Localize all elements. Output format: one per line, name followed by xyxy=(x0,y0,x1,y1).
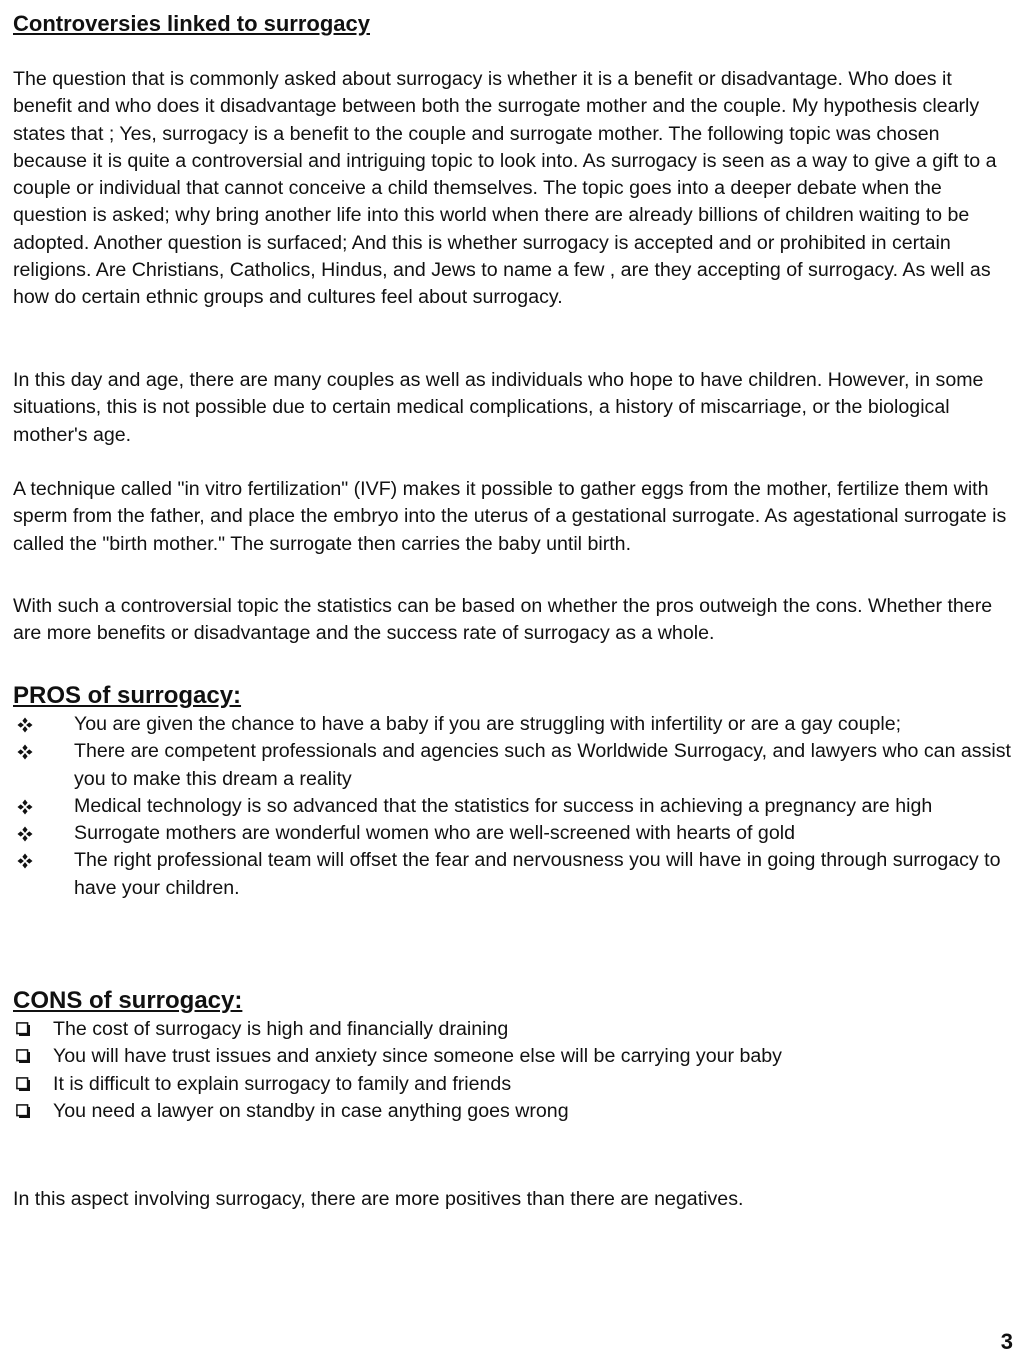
shadowed-square-icon xyxy=(16,1049,31,1064)
pros-item-text: Medical technology is so advanced that the statistics for success in achieving a pregnancy are high xyxy=(74,794,933,817)
four-diamond-icon xyxy=(17,799,33,815)
pros-item-text: There are competent professionals and agencies such as Worldwide Surrogacy, and lawyers who can assist you to make this dream a reality xyxy=(74,740,1011,790)
pros-item-text: You are given the chance to have a baby if you are struggling with infertility or are a gay couple; xyxy=(74,713,902,735)
cons-item-text: You will have trust issues and anxiety since someone else will be carrying your baby xyxy=(53,1045,782,1068)
pros-list xyxy=(13,711,1011,902)
list-item xyxy=(13,793,1011,820)
intro-paragraph: The question that is commonly asked about surrogacy is whether it is a benefit or disadvantage. Who does it benefit and who does it disadvantage between both the surrogate mother and the couple. My hypothesis clearly states that ; Yes, surrogacy is a benefit to the couple and surrogate mother. The following topic was chosen because it is quite a controversial and intriguing topic to look into. As surrogacy is seen as a way to give a gift to a couple or individual that cannot conceive a child themselves. The topic goes into a deeper debate when the question is asked; why bring another life into this world when there are already billions of children waiting to be adopted. Another question is surfaced; And this is whether surrogacy is accepted and or prohibited in certain religions. Are Christians, Catholics, Hindus, and Jews to name a few , are they accepting of surrogacy. As well as how do certain ethnic groups and cultures feel about surrogacy. xyxy=(13,68,997,309)
shadowed-square-icon xyxy=(16,1104,31,1119)
cons-item-text: You need a lawyer on standby in case anything goes wrong xyxy=(53,1099,569,1122)
page-number: 3 xyxy=(1000,1329,1013,1354)
list-item xyxy=(13,847,1011,902)
four-diamond-icon xyxy=(17,826,33,842)
list-item xyxy=(13,820,1011,847)
list-item xyxy=(13,1071,1011,1098)
pros-item-text: The right professional team will offset the fear and nervousness you will have in going through surrogacy to have your children. xyxy=(74,849,1001,899)
list-item xyxy=(13,1098,1011,1125)
list-item xyxy=(13,738,1011,793)
pros-heading: PROS of surrogacy: xyxy=(13,682,242,709)
cons-item-text: It is difficult to explain surrogacy to family and friends xyxy=(53,1072,512,1095)
shadowed-square-icon xyxy=(16,1022,31,1037)
cons-heading: CONS of surrogacy: xyxy=(13,987,243,1014)
document-page xyxy=(13,0,1011,1365)
shadowed-square-icon xyxy=(16,1077,31,1092)
page-title: Controversies linked to surrogacy xyxy=(13,11,370,36)
conclusion-paragraph: In this aspect involving surrogacy, there are more positives than there are negatives. xyxy=(13,1188,744,1210)
pros-item-text: Surrogate mothers are wonderful women who are well-screened with hearts of gold xyxy=(74,822,795,845)
list-item xyxy=(13,1043,1011,1070)
four-diamond-icon xyxy=(17,853,33,869)
four-diamond-icon xyxy=(17,717,33,733)
context-paragraph: In this day and age, there are many couples as well as individuals who hope to have children. However, in some situations, this is not possible due to certain medical complications, a history of miscarriage, or the biological mother's age. xyxy=(13,369,984,446)
four-diamond-icon xyxy=(17,744,33,760)
ivf-paragraph: A technique called "in vitro fertilization" (IVF) makes it possible to gather eggs from the mother, fertilize them with sperm from the father, and place the embryo into the uterus of a gestational surrogate. As agestational surrogate is called the "birth mother." The surrogate then carries the baby until birth. xyxy=(13,478,1007,555)
list-item xyxy=(13,1016,1011,1043)
statistics-paragraph: With such a controversial topic the statistics can be based on whether the pros outweigh the cons. Whether there are more benefits or disadvantage and the success rate of surrogacy as a whole. xyxy=(13,595,993,645)
cons-item-text: The cost of surrogacy is high and financially draining xyxy=(53,1018,509,1040)
list-item xyxy=(13,711,1011,738)
cons-list xyxy=(13,1016,1011,1125)
